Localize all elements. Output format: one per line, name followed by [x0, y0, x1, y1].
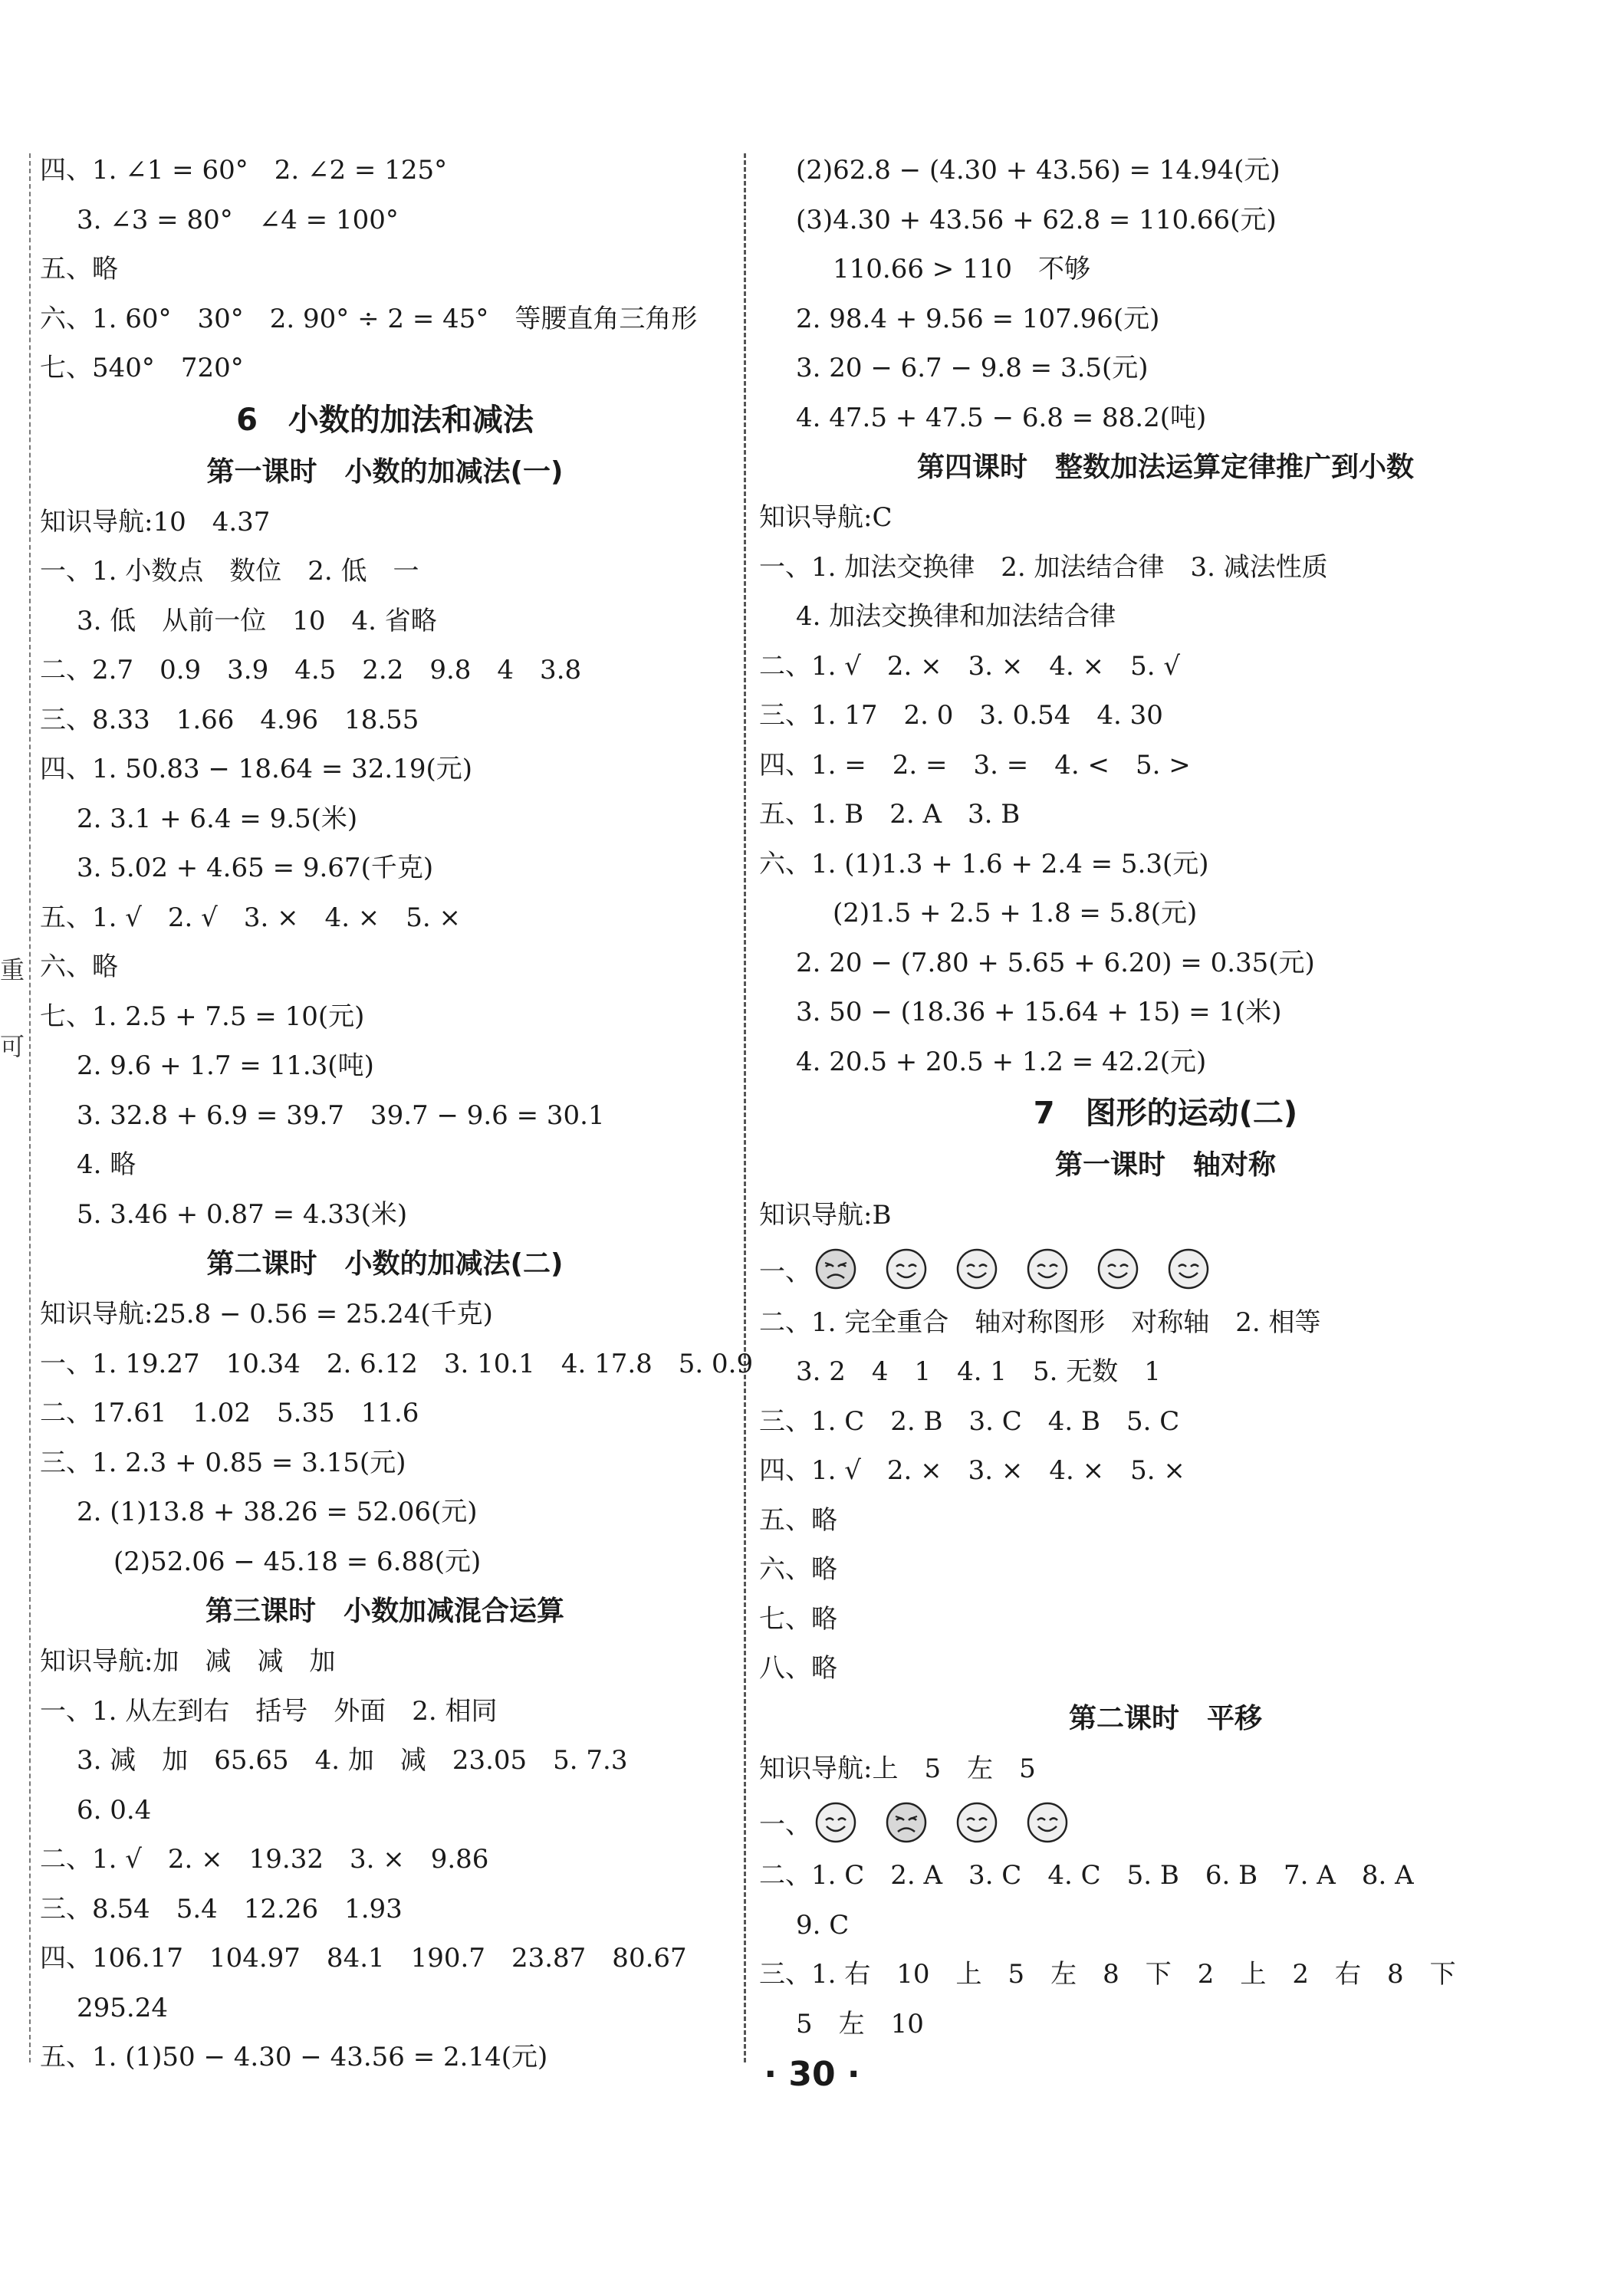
smiley-face-icon: [955, 1801, 998, 1844]
answer-line: 4. 20.5 + 20.5 + 1.2 = 42.2(元): [796, 1046, 1207, 1077]
answer-line: 3. 50 − (18.36 + 15.64 + 15) = 1(米): [796, 997, 1282, 1027]
answer-line: 3. 20 − 6.7 − 9.8 = 3.5(元): [796, 353, 1149, 383]
lesson-title: 第四课时 整数加法运算定律推广到小数: [916, 452, 1414, 483]
answer-line: 七、1. 2.5 + 7.5 = 10(元): [40, 1001, 365, 1032]
answer-line: 八、略: [759, 1653, 837, 1684]
lesson-title: 第二课时 平移: [1068, 1702, 1262, 1734]
sad-face-icon: [814, 1247, 857, 1290]
answer-line: 知识导航:10 4.37: [40, 506, 271, 537]
answer-line: 3. 减 加 65.65 4. 加 减 23.05 5. 7.3: [77, 1745, 628, 1776]
answer-line: 五、1. (1)50 − 4.30 − 43.56 = 2.14(元): [40, 2042, 548, 2072]
smiley-face-icon: [1167, 1247, 1210, 1290]
answer-line: 知识导航:B: [759, 1200, 892, 1231]
answer-line: 六、1. (1)1.3 + 1.6 + 2.4 = 5.3(元): [759, 848, 1209, 879]
margin-char-1: 重: [0, 955, 25, 984]
answer-line: 知识导航:25.8 − 0.56 = 25.24(千克): [40, 1299, 493, 1329]
answer-line: 295.24: [77, 1992, 168, 2023]
chapter-title: 6 小数的加法和减法: [236, 402, 534, 438]
answer-line: 二、1. C 2. A 3. C 4. C 5. B 6. B 7. A 8. A: [759, 1860, 1414, 1891]
smiley-face-icon: [1026, 1247, 1069, 1290]
margin-char-2: 可: [0, 1032, 25, 1061]
answer-line: 6. 0.4: [77, 1794, 152, 1826]
answer-line: 三、1. 17 2. 0 3. 0.54 4. 30: [759, 700, 1163, 731]
smiley-face-icon: [1026, 1801, 1069, 1844]
answer-line: 3. 5.02 + 4.65 = 9.67(千克): [77, 853, 434, 883]
answer-line: 五、略: [40, 254, 118, 284]
answer-line: 9. C: [796, 1909, 850, 1941]
face-answer-row: [759, 1241, 1572, 1298]
answer-line: 2. (1)13.8 + 38.26 = 52.06(元): [77, 1497, 478, 1527]
answer-line: 知识导航:加 减 减 加: [40, 1646, 336, 1677]
answer-line: 二、17.61 1.02 5.35 11.6: [40, 1398, 419, 1428]
question-label: 一、: [759, 1256, 811, 1287]
answer-line: 三、8.33 1.66 4.96 18.55: [40, 704, 419, 735]
answer-line: 五、略: [759, 1504, 837, 1536]
smiley-face-icon: [885, 1247, 928, 1290]
answer-line: 五、1. √ 2. √ 3. × 4. × 5. ×: [40, 902, 462, 933]
answer-line: 4. 47.5 + 47.5 − 6.8 = 88.2(吨): [796, 402, 1207, 433]
answer-line: 一、1. 从左到右 括号 外面 2. 相同: [40, 1695, 498, 1727]
binding-edge-line: [29, 153, 31, 2062]
answer-line: 三、1. 右 10 上 5 左 8 下 2 上 2 右 8 下: [759, 1959, 1456, 1990]
answer-line: 5. 3.46 + 0.87 = 4.33(米): [77, 1198, 408, 1230]
answer-line: 3. 低 从前一位 10 4. 省略: [77, 605, 437, 636]
answer-line: 2. 9.6 + 1.7 = 11.3(吨): [77, 1050, 374, 1081]
answer-line: 2. 20 − (7.80 + 5.65 + 6.20) = 0.35(元): [796, 947, 1315, 978]
question-label: 一、: [759, 1809, 811, 1840]
answer-line: 五、1. B 2. A 3. B: [759, 799, 1021, 830]
answer-line: 六、1. 60° 30° 2. 90° ÷ 2 = 45° 等腰直角三角形: [40, 303, 698, 334]
answer-line: 110.66 > 110 不够: [833, 254, 1090, 284]
answer-line: 4. 加法交换律和加法结合律: [796, 601, 1116, 632]
right-column: [759, 146, 1572, 2049]
answer-line: 七、540° 720°: [40, 353, 244, 383]
answer-line: 5 左 10: [796, 2008, 924, 2039]
answer-line: 3. 2 4 1 4. 1 5. 无数 1: [796, 1356, 1161, 1387]
answer-line: 四、1. ∠1 = 60° 2. ∠2 = 125°: [40, 155, 448, 186]
lesson-title: 第二课时 小数的加减法(二): [206, 1248, 564, 1280]
lesson-title: 第一课时 小数的加减法(一): [206, 455, 564, 488]
answer-line: (2)62.8 − (4.30 + 43.56) = 14.94(元): [796, 155, 1280, 186]
lesson-title: 第一课时 轴对称: [1054, 1149, 1276, 1181]
chapter-title: 7 图形的运动(二): [1033, 1096, 1298, 1131]
left-column: [40, 146, 754, 2082]
answer-line: 六、略: [40, 951, 118, 982]
answer-line: 一、1. 小数点 数位 2. 低 一: [40, 556, 419, 587]
answer-line: 四、1. √ 2. × 3. × 4. × 5. ×: [759, 1455, 1185, 1486]
answer-line: 四、106.17 104.97 84.1 190.7 23.87 80.67: [40, 1943, 687, 1974]
answer-line: 二、1. √ 2. × 19.32 3. × 9.86: [40, 1844, 489, 1875]
answer-line: 知识导航:C: [759, 502, 893, 533]
smiley-face-icon: [814, 1801, 857, 1844]
answer-line: (2)52.06 − 45.18 = 6.88(元): [113, 1546, 482, 1577]
answer-line: 二、1. 完全重合 轴对称图形 对称轴 2. 相等: [759, 1306, 1321, 1338]
lesson-title: 第三课时 小数加减混合运算: [205, 1596, 564, 1627]
answer-line: 4. 略: [77, 1149, 136, 1180]
answer-line: 三、8.54 5.4 12.26 1.93: [40, 1893, 403, 1924]
answer-line: 四、1. = 2. = 3. = 4. < 5. >: [759, 749, 1191, 781]
face-answer-row: [759, 1793, 1572, 1851]
page-number: · 30 ·: [764, 2055, 860, 2094]
answer-line: 六、略: [759, 1554, 837, 1585]
answer-line: 一、1. 19.27 10.34 2. 6.12 3. 10.1 4. 17.8 5. 0.9: [40, 1348, 754, 1379]
answer-line: 二、1. √ 2. × 3. × 4. × 5. √: [759, 650, 1181, 682]
column-divider: [744, 153, 746, 2062]
answer-line: (3)4.30 + 43.56 + 62.8 = 110.66(元): [796, 204, 1277, 235]
answer-line: 3. 32.8 + 6.9 = 39.7 39.7 − 9.6 = 30.1: [77, 1099, 605, 1131]
answer-line: 四、1. 50.83 − 18.64 = 32.19(元): [40, 754, 472, 784]
answer-line: 三、1. 2.3 + 0.85 = 3.15(元): [40, 1447, 406, 1478]
answer-line: 七、略: [759, 1603, 837, 1635]
answer-line: 3. ∠3 = 80° ∠4 = 100°: [77, 204, 399, 235]
answer-line: 三、1. C 2. B 3. C 4. B 5. C: [759, 1405, 1180, 1437]
answer-line: 二、2.7 0.9 3.9 4.5 2.2 9.8 4 3.8: [40, 655, 582, 685]
answer-line: 一、1. 加法交换律 2. 加法结合律 3. 减法性质: [759, 551, 1328, 583]
smiley-face-icon: [955, 1247, 998, 1290]
sad-face-icon: [885, 1801, 928, 1844]
answer-line: (2)1.5 + 2.5 + 1.8 = 5.8(元): [833, 898, 1198, 928]
answer-line: 知识导航:上 5 左 5: [759, 1753, 1036, 1784]
answer-line: 2. 3.1 + 6.4 = 9.5(米): [77, 803, 358, 834]
answer-line: 2. 98.4 + 9.56 = 107.96(元): [796, 303, 1160, 334]
smiley-face-icon: [1096, 1247, 1139, 1290]
